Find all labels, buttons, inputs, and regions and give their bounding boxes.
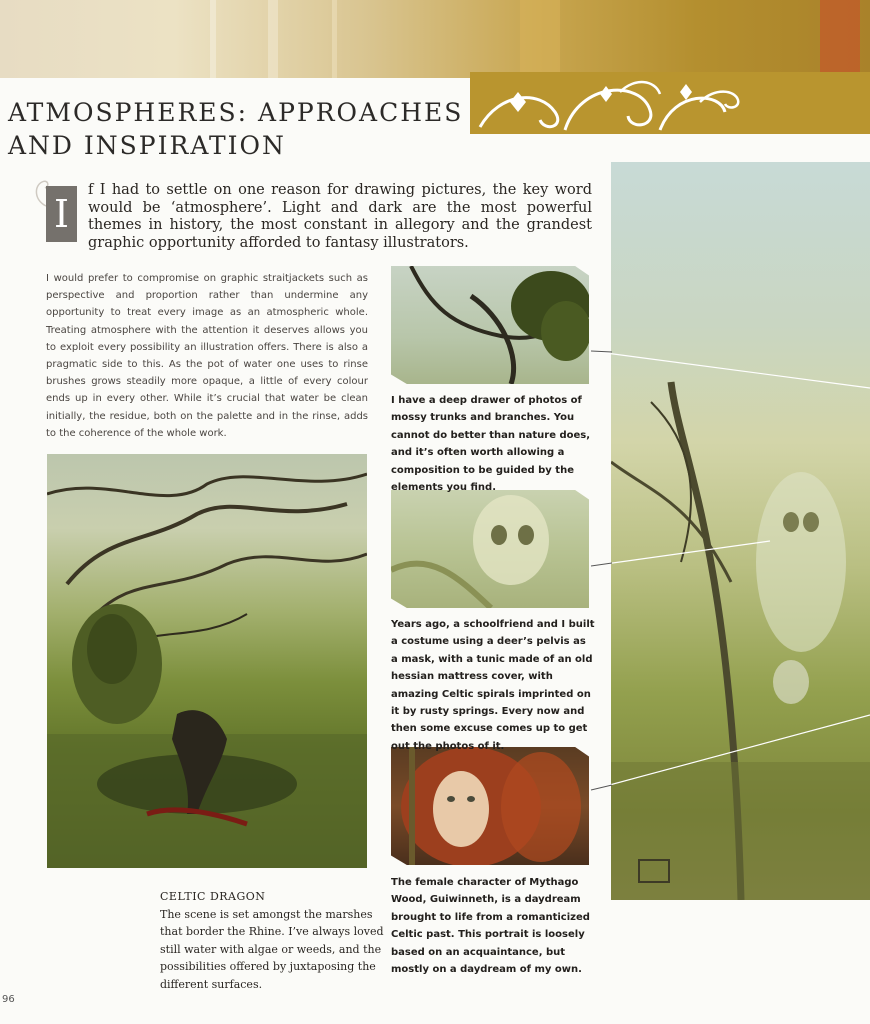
deer-mask-illustration xyxy=(391,490,589,608)
celtic-dragon-caption: The scene is set amongst the marshes that border the Rhine. I’ve always loved still water with algae or weeds, and the possibilities offered by juxtaposing the different surfaces. xyxy=(160,908,384,991)
celtic-dragon-heading: CELTIC DRAGON xyxy=(160,890,266,903)
caption-costume: Years ago, a schoolfriend and I built a costume using a deer’s pelvis as a mask, with a tunic made of an old hessian mattress cover, with amazing Celtic spirals imprinted on it by rusty springs. Every now and then some excuse comes up to get out the photos of it. xyxy=(391,619,595,752)
banner-texture xyxy=(820,0,860,80)
intro-paragraph: f I had to settle on one reason for drawing pictures, the key word would be ‘atmosphere’. Light and dark are the most powerful themes in history, the most constant in allegory and the grandest graphic opportunity afforded to fantasy illustrators. xyxy=(88,182,592,251)
celtic-dragon-painting xyxy=(47,454,367,868)
banner-texture xyxy=(210,0,216,80)
painting-illustration xyxy=(47,454,367,868)
branches-illustration xyxy=(391,266,589,384)
banner-texture xyxy=(268,0,278,80)
page-number: 96 xyxy=(2,994,15,1005)
portrait-illustration xyxy=(391,747,589,865)
ornament-strip xyxy=(470,72,870,134)
caption-branches: I have a deep drawer of photos of mossy trunks and branches. You cannot do better than nature does, and it’s often worth allowing a composition to be guided by the elements you find. xyxy=(391,395,591,494)
title-line-1: ATMOSPHERES: APPROACHES xyxy=(8,98,464,127)
body-paragraph: I would prefer to compromise on graphic straitjackets such as perspective and proportion rather than undermine any opportunity to treat every image as an atmospheric whole. Treating atmosphere with the attention it deserves allows you to exploit every possibility an illustration offers. There is also a pragmatic side to this. As the pot of water one uses to rinse brushes grows steadily more opaque, a little of every colour ends up in every other. While it’s crucial that water be clean initially, the residue, both on the palette and in the rinse, adds to the coherence of the whole work. xyxy=(46,273,368,439)
mythago-wood-painting xyxy=(611,162,870,900)
page-title xyxy=(8,96,463,162)
caption-guiwinneth: The female character of Mythago Wood, Guiwinneth, is a daydream brought to life from a romanticized Celtic past. This portrait is loosely based on an acquaintance, but mostly on a daydream of my own. xyxy=(391,877,590,976)
deer-mask-photo xyxy=(391,490,589,608)
guiwinneth-portrait xyxy=(391,747,589,865)
branches-photo xyxy=(391,266,589,384)
forest-illustration xyxy=(611,162,870,900)
title-line-2: AND INSPIRATION xyxy=(8,131,286,160)
banner-texture xyxy=(332,0,337,80)
drop-cap: I xyxy=(46,186,77,242)
banner-texture xyxy=(520,0,560,80)
scroll-ornament-icon xyxy=(470,72,870,134)
